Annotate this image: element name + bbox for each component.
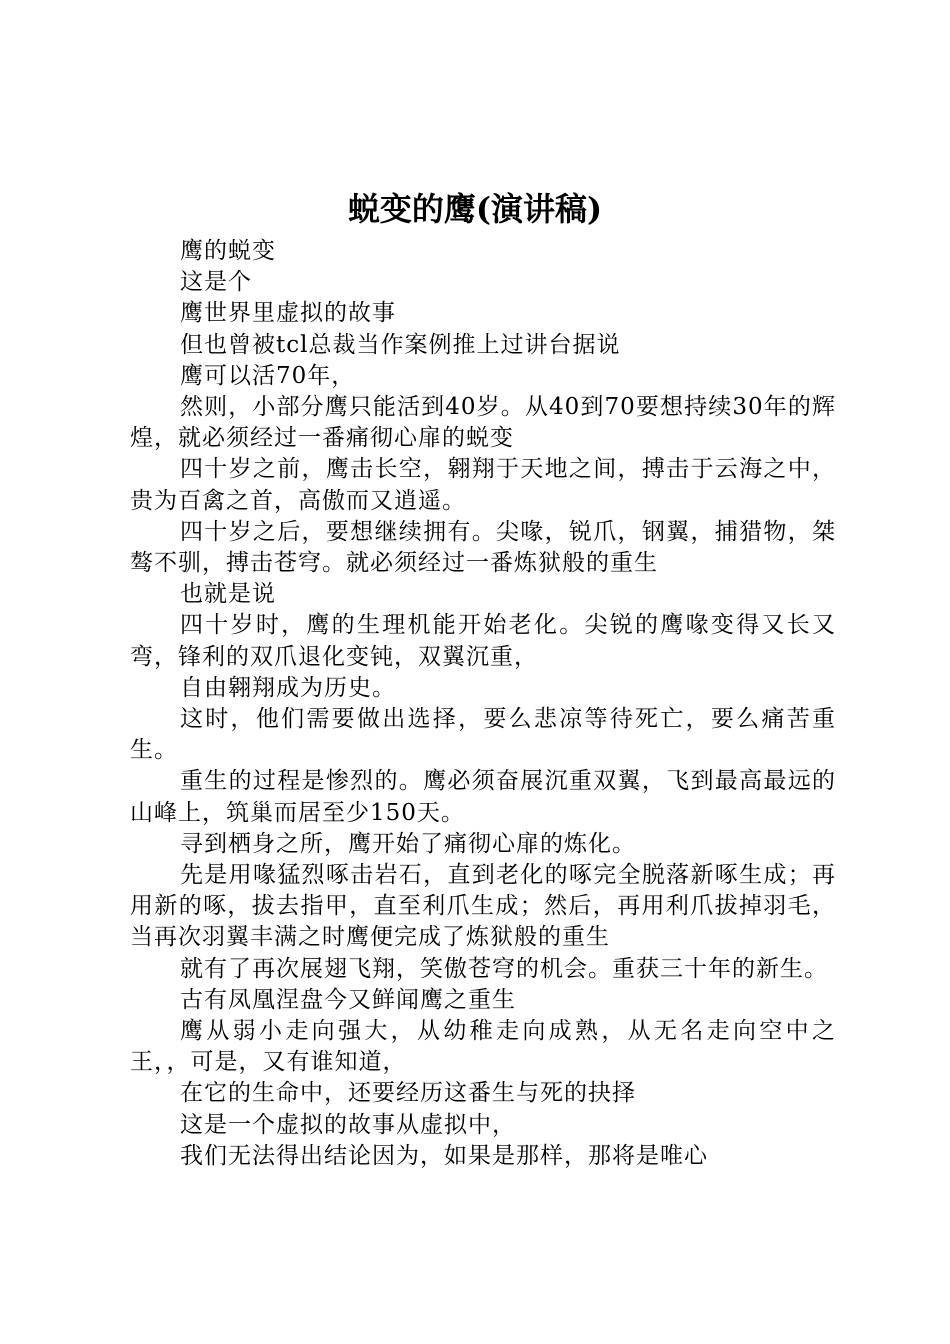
paragraph: 自由翱翔成为历史。 bbox=[180, 674, 396, 701]
paragraph: 鹰可以活70年， bbox=[180, 362, 356, 389]
paragraph: 鹰的蜕变 bbox=[180, 238, 276, 264]
paragraph: 先是用喙猛烈啄击岩石，直到老化的啄完全脱落新啄生成；再用新的啄，拔去指甲，直至利爪生成；然后，再用利爪拔掉羽毛，当再次羽翼丰满之时鹰便完成了炼狱般的重生 bbox=[130, 862, 836, 951]
document-title: 蜕变的鹰(演讲稿) bbox=[347, 190, 603, 228]
paragraph: 鹰从弱小走向强大，从幼稚走向成熟，从无名走向空中之王，，可是，又有谁知道， bbox=[130, 1018, 836, 1076]
paragraph: 四十岁之前，鹰击长空，翱翔于天地之间，搏击于云海之中，贵为百禽之首，高傲而又逍遥。 bbox=[130, 456, 836, 514]
paragraph: 但也曾被tcl总裁当作案例推上过讲台据说 bbox=[180, 331, 621, 358]
paragraph: 重生的过程是惨烈的。鹰必须奋展沉重双翼，飞到最高最远的山峰上，筑巢而居至少150天。 bbox=[130, 768, 836, 826]
paragraph: 在它的生命中，还要经历这番生与死的抉择 bbox=[180, 1080, 636, 1107]
paragraph: 这是个 bbox=[180, 269, 252, 296]
paragraph: 也就是说 bbox=[180, 581, 276, 608]
paragraph: 就有了再次展翅飞翔，笑傲苍穹的机会。重获三十年的新生。 bbox=[180, 955, 828, 982]
paragraph: 鹰世界里虚拟的故事 bbox=[180, 300, 396, 327]
document-body bbox=[130, 236, 836, 1172]
paragraph: 然则，小部分鹰只能活到40岁。从40到70要想持续30年的辉煌，就必须经过一番痛彻心扉的蜕变 bbox=[130, 394, 836, 452]
paragraph: 这时，他们需要做出选择，要么悲凉等待死亡，要么痛苦重生。 bbox=[130, 706, 836, 764]
paragraph: 四十岁之后，要想继续拥有。尖喙，锐爪，钢翼，捕猎物，桀骜不驯，搏击苍穹。就必须经过一番炼狱般的重生 bbox=[130, 518, 836, 577]
paragraph: 寻到栖身之所，鹰开始了痛彻心扉的炼化。 bbox=[180, 830, 636, 857]
paragraph: 四十岁时，鹰的生理机能开始老化。尖锐的鹰喙变得又长又弯，锋利的双爪退化变钝，双翼沉重， bbox=[130, 612, 836, 670]
paragraph: 古有凤凰涅盘今又鲜闻鹰之重生 bbox=[180, 986, 516, 1013]
paragraph: 我们无法得出结论因为，如果是那样，那将是唯心 bbox=[180, 1142, 708, 1169]
paragraph: 这是一个虚拟的故事从虚拟中， bbox=[180, 1111, 516, 1138]
